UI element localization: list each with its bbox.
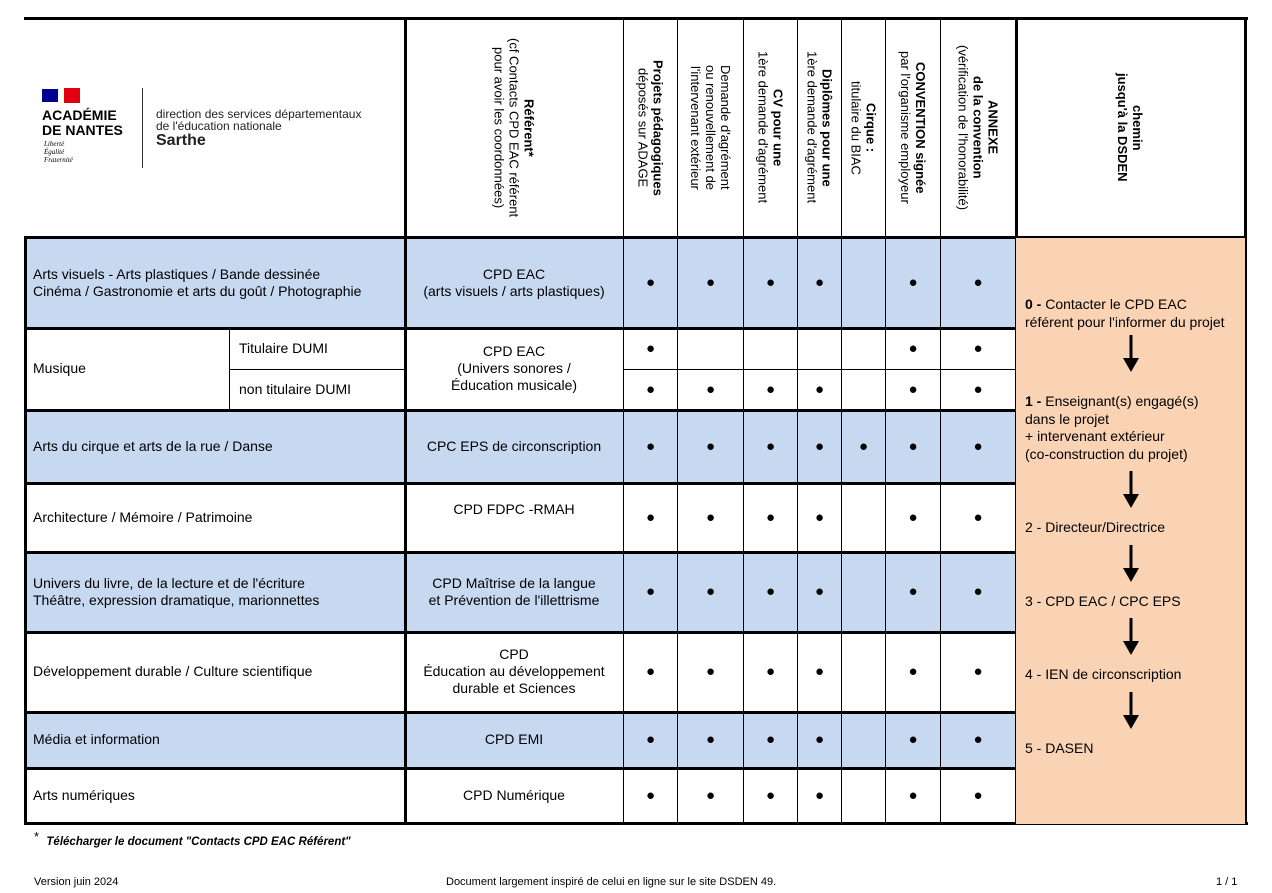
check-dot: ● bbox=[973, 274, 983, 291]
header-line: titulaire du BIAC bbox=[848, 80, 864, 175]
check-dot: ● bbox=[705, 731, 716, 748]
academie-name bbox=[42, 108, 123, 138]
footnote bbox=[34, 829, 351, 848]
step-number: 3 bbox=[1025, 592, 1033, 609]
row-domain: Arts numériques bbox=[24, 768, 405, 824]
check-cell bbox=[744, 712, 798, 768]
check-cell bbox=[842, 410, 886, 483]
check-cell bbox=[941, 370, 1016, 410]
check-cell bbox=[842, 632, 886, 712]
check-dot: ● bbox=[814, 731, 825, 748]
header-line: (vérification de l'honorabilité) bbox=[955, 44, 971, 211]
header-line: Référent* bbox=[521, 98, 537, 157]
row-referent: CPC EPS de circonscription bbox=[405, 410, 624, 483]
header-text bbox=[805, 51, 835, 203]
check-cell bbox=[744, 370, 798, 410]
check-cell bbox=[941, 410, 1016, 483]
check-cell bbox=[678, 328, 744, 370]
check-dot: ● bbox=[645, 340, 656, 357]
check-cell bbox=[886, 370, 941, 410]
check-dot: ● bbox=[973, 787, 983, 804]
arrow-down-icon bbox=[1025, 692, 1237, 730]
header-diplomes bbox=[798, 17, 842, 238]
check-cell bbox=[842, 328, 886, 370]
check-cell bbox=[624, 552, 678, 632]
check-dot: ● bbox=[908, 663, 918, 680]
path-step bbox=[1025, 666, 1237, 684]
check-dot: ● bbox=[973, 381, 983, 398]
row-referent: CPD EAC (Univers sonores / Éducation musicale) bbox=[405, 328, 624, 410]
check-cell bbox=[678, 552, 744, 632]
check-dot: ● bbox=[908, 274, 918, 291]
step-number: 4 bbox=[1025, 666, 1033, 682]
check-dot: ● bbox=[765, 508, 776, 526]
check-cell bbox=[624, 328, 678, 370]
check-cell bbox=[744, 552, 798, 632]
check-dot: ● bbox=[705, 583, 716, 600]
check-cell bbox=[798, 632, 842, 712]
check-dot: ● bbox=[973, 340, 983, 357]
header-chemin bbox=[1016, 17, 1245, 238]
border bbox=[24, 238, 27, 824]
arrow-down-icon bbox=[1025, 618, 1237, 656]
row-referent: CPD FDPC -RMAH bbox=[405, 483, 624, 552]
header-line: Diplômes pour une bbox=[819, 68, 835, 187]
check-dot: ● bbox=[908, 381, 918, 398]
path-step bbox=[1025, 393, 1237, 463]
check-dot: ● bbox=[645, 787, 656, 804]
check-cell bbox=[624, 370, 678, 410]
step-text: Enseignant(s) engagé(s) dans le projet + intervenant extérieur (co-construction du projet) bbox=[1025, 393, 1199, 462]
check-dot: ● bbox=[765, 437, 776, 455]
motto-line: Liberté bbox=[44, 140, 65, 148]
header-text bbox=[1115, 73, 1145, 182]
check-cell bbox=[798, 712, 842, 768]
header-cirque-biac bbox=[842, 17, 886, 238]
row-divider bbox=[24, 482, 1016, 485]
header-line: jusqu'à la DSDEN bbox=[1115, 73, 1130, 182]
row-divider bbox=[24, 631, 1016, 634]
direction-name bbox=[156, 108, 361, 150]
header-annexe bbox=[941, 17, 1016, 238]
check-dot: ● bbox=[705, 787, 716, 804]
check-dot: ● bbox=[645, 437, 656, 455]
row-divider bbox=[24, 767, 1016, 770]
row-domain: Univers du livre, de la lecture et de l'écriture Théâtre, expression dramatique, marionnettes bbox=[24, 552, 405, 632]
header-line: 1ère demande d'agrément bbox=[804, 51, 820, 204]
step-number: 2 bbox=[1025, 519, 1033, 535]
check-cell bbox=[744, 410, 798, 483]
check-cell bbox=[941, 632, 1016, 712]
check-cell bbox=[798, 552, 842, 632]
motto bbox=[44, 140, 73, 164]
check-dot: ● bbox=[814, 787, 825, 804]
check-cell bbox=[842, 552, 886, 632]
check-dot: ● bbox=[814, 508, 825, 526]
motto-line: Égalité bbox=[44, 148, 65, 156]
step-text: - DASEN bbox=[1032, 739, 1094, 756]
step-text: - CPD EAC / CPC EPS bbox=[1032, 592, 1181, 609]
check-dot: ● bbox=[858, 437, 869, 455]
header-line: par l'organisme employeur bbox=[898, 51, 913, 204]
check-cell bbox=[886, 328, 941, 370]
direction-line: direction des services départementaux bbox=[156, 107, 362, 121]
header-line: CONVENTION signée bbox=[913, 61, 928, 194]
border bbox=[404, 17, 407, 824]
header-line: Demande d'agrément bbox=[718, 65, 733, 190]
row-divider bbox=[24, 409, 1016, 412]
check-dot: ● bbox=[645, 381, 656, 398]
header-text bbox=[636, 60, 666, 196]
check-cell bbox=[744, 632, 798, 712]
check-cell bbox=[624, 410, 678, 483]
arrow-down-icon bbox=[1025, 335, 1237, 373]
check-cell bbox=[744, 238, 798, 328]
path-step bbox=[1025, 296, 1237, 331]
header-projets-adage bbox=[624, 17, 678, 238]
header-line: déposés sur ADAGE bbox=[635, 67, 651, 188]
check-dot: ● bbox=[765, 663, 776, 680]
header-text bbox=[492, 38, 537, 217]
check-cell bbox=[678, 632, 744, 712]
row-referent: CPD Maîtrise de la langue et Prévention de l'illettrisme bbox=[405, 552, 624, 632]
header-referent bbox=[405, 17, 624, 238]
check-cell bbox=[886, 552, 941, 632]
path-to-dsden bbox=[1016, 238, 1245, 824]
check-cell bbox=[886, 768, 941, 824]
arrow-down-icon bbox=[1025, 471, 1237, 509]
header-line: ANNEXE bbox=[985, 100, 1001, 155]
step-number: 1 - bbox=[1025, 393, 1042, 409]
version-label: Version juin 2024 bbox=[34, 876, 119, 888]
check-cell bbox=[624, 632, 678, 712]
check-dot: ● bbox=[705, 663, 716, 680]
header-line: pour avoir les coordonnées) bbox=[491, 46, 507, 209]
check-cell bbox=[941, 328, 1016, 370]
check-cell bbox=[886, 632, 941, 712]
check-dot: ● bbox=[645, 663, 656, 680]
check-cell bbox=[744, 768, 798, 824]
check-cell bbox=[941, 768, 1016, 824]
department-name: Sarthe bbox=[156, 132, 206, 149]
academie-line: ACADÉMIE bbox=[42, 107, 117, 123]
check-cell bbox=[744, 483, 798, 552]
path-step bbox=[1025, 740, 1237, 758]
step-text: Contacter le CPD EAC référent pour l'informer du projet bbox=[1025, 296, 1225, 330]
check-cell bbox=[798, 483, 842, 552]
header-line: l'intervenant extérieur bbox=[688, 65, 703, 190]
header-line: chemin bbox=[1130, 104, 1145, 151]
row-subdomain: Titulaire DUMI bbox=[230, 328, 405, 370]
header-text bbox=[849, 81, 879, 175]
row-domain: Développement durable / Culture scientifique bbox=[24, 632, 405, 712]
check-dot: ● bbox=[814, 274, 825, 291]
check-dot: ● bbox=[645, 274, 656, 291]
check-dot: ● bbox=[973, 583, 983, 600]
step-text: - Directeur/Directrice bbox=[1032, 519, 1166, 535]
check-dot: ● bbox=[765, 381, 776, 398]
check-dot: ● bbox=[705, 437, 716, 455]
logo bbox=[42, 88, 402, 168]
row-domain: Média et information bbox=[24, 712, 405, 768]
check-cell bbox=[744, 328, 798, 370]
check-cell bbox=[886, 238, 941, 328]
check-cell bbox=[886, 712, 941, 768]
row-referent: CPD EMI bbox=[405, 712, 624, 768]
check-cell bbox=[798, 238, 842, 328]
check-dot: ● bbox=[973, 663, 983, 680]
step-number: 5 bbox=[1025, 739, 1033, 756]
row-referent: CPD Numérique bbox=[405, 768, 624, 824]
check-cell bbox=[798, 768, 842, 824]
footnote-link[interactable]: Télécharger le document "Contacts CPD EAC Référent" bbox=[46, 836, 351, 848]
check-cell bbox=[941, 712, 1016, 768]
logo-divider bbox=[142, 88, 143, 168]
row-divider bbox=[24, 551, 1016, 554]
header-text bbox=[898, 51, 928, 204]
check-dot: ● bbox=[814, 437, 825, 455]
check-dot: ● bbox=[705, 381, 716, 398]
check-dot: ● bbox=[765, 731, 776, 748]
check-dot: ● bbox=[645, 731, 656, 748]
row-referent: CPD EAC (arts visuels / arts plastiques) bbox=[405, 238, 624, 328]
check-cell bbox=[678, 768, 744, 824]
check-dot: ● bbox=[908, 731, 918, 748]
header-demande-agrement bbox=[678, 17, 744, 238]
row-domain: Musique bbox=[24, 328, 230, 410]
check-cell bbox=[798, 410, 842, 483]
check-cell bbox=[624, 483, 678, 552]
marianne-flag-icon bbox=[42, 88, 82, 103]
header-line: de la convention bbox=[970, 76, 986, 179]
check-dot: ● bbox=[645, 583, 656, 600]
check-dot: ● bbox=[973, 437, 983, 455]
check-dot: ● bbox=[765, 787, 776, 804]
check-cell bbox=[886, 483, 941, 552]
header-line: 1ère demande d'agrément bbox=[755, 51, 771, 204]
check-dot: ● bbox=[908, 340, 918, 357]
step-text: - IEN de circonscription bbox=[1032, 666, 1182, 682]
step-number: 0 - bbox=[1025, 296, 1042, 312]
check-dot: ● bbox=[908, 787, 918, 804]
check-dot: ● bbox=[814, 663, 825, 680]
check-dot: ● bbox=[765, 583, 776, 600]
check-cell bbox=[678, 238, 744, 328]
row-domain: Architecture / Mémoire / Patrimoine bbox=[24, 483, 405, 552]
header-line: Projets pédagogiques bbox=[650, 59, 666, 196]
header-line: Cirque : bbox=[863, 102, 879, 153]
header-line: CV pour une bbox=[770, 88, 786, 167]
check-dot: ● bbox=[973, 508, 983, 526]
check-cell bbox=[842, 370, 886, 410]
row-subdomain: non titulaire DUMI bbox=[230, 370, 405, 410]
header-text bbox=[688, 65, 733, 190]
check-cell bbox=[624, 238, 678, 328]
motto-line: Fraternité bbox=[44, 156, 73, 164]
check-cell bbox=[886, 410, 941, 483]
path-step bbox=[1025, 593, 1237, 611]
check-cell bbox=[678, 410, 744, 483]
check-cell bbox=[842, 483, 886, 552]
arrow-down-icon bbox=[1025, 545, 1237, 583]
check-dot: ● bbox=[908, 508, 918, 526]
header-cv bbox=[744, 17, 798, 238]
check-cell bbox=[941, 552, 1016, 632]
row-domain: Arts du cirque et arts de la rue / Danse bbox=[24, 410, 405, 483]
check-dot: ● bbox=[705, 274, 716, 291]
check-cell bbox=[678, 712, 744, 768]
check-dot: ● bbox=[814, 381, 825, 398]
path-step bbox=[1025, 519, 1237, 537]
border bbox=[24, 17, 1248, 20]
check-dot: ● bbox=[908, 583, 918, 600]
check-dot: ● bbox=[645, 508, 656, 526]
check-cell bbox=[842, 238, 886, 328]
header-text bbox=[756, 51, 786, 203]
row-referent: CPD Éducation au développement durable et Sciences bbox=[405, 632, 624, 712]
check-cell bbox=[678, 370, 744, 410]
check-dot: ● bbox=[973, 731, 983, 748]
row-divider bbox=[24, 711, 1016, 714]
check-cell bbox=[798, 370, 842, 410]
row-domain: Arts visuels - Arts plastiques / Bande dessinée Cinéma / Gastronomie et arts du goût / Photographie bbox=[24, 238, 405, 328]
check-dot: ● bbox=[705, 508, 716, 526]
check-dot: ● bbox=[814, 583, 825, 600]
header-convention bbox=[886, 17, 941, 238]
academie-line: DE NANTES bbox=[42, 122, 123, 138]
check-cell bbox=[678, 483, 744, 552]
check-dot: ● bbox=[908, 437, 918, 455]
check-cell bbox=[624, 712, 678, 768]
footnote-star: * bbox=[34, 829, 40, 844]
check-cell bbox=[842, 712, 886, 768]
header-text bbox=[956, 45, 1001, 210]
header-line: (cf Contacts CPD EAC référent bbox=[506, 37, 522, 218]
check-cell bbox=[842, 768, 886, 824]
check-cell bbox=[798, 328, 842, 370]
check-cell bbox=[624, 768, 678, 824]
source-note: Document largement inspiré de celui en ligne sur le site DSDEN 49. bbox=[446, 876, 777, 888]
row-divider bbox=[24, 327, 1016, 330]
check-cell bbox=[941, 238, 1016, 328]
direction-line: de l'éducation nationale bbox=[156, 119, 282, 133]
border bbox=[24, 236, 1019, 239]
check-cell bbox=[941, 483, 1016, 552]
check-dot: ● bbox=[765, 274, 776, 291]
page-number: 1 / 1 bbox=[1216, 876, 1238, 888]
header-line: ou renouvellement de bbox=[703, 64, 718, 191]
